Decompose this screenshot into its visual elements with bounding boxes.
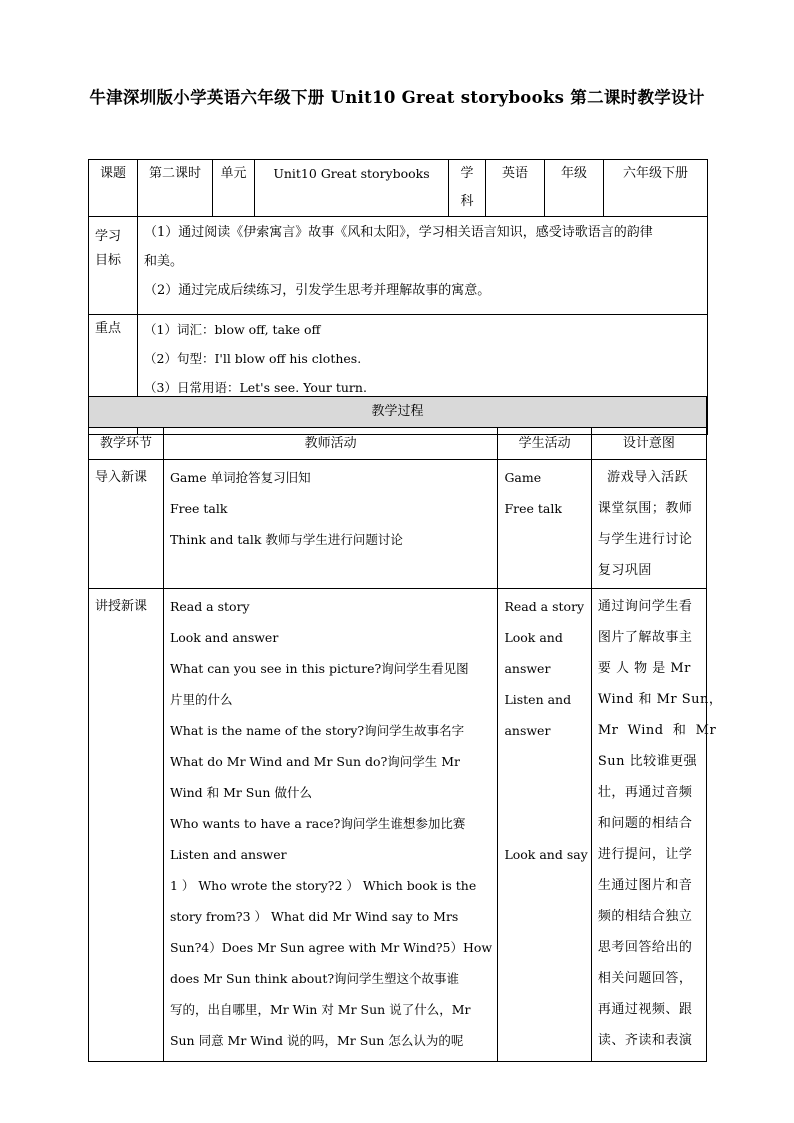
page-title: 牛津深圳版小学英语六年级下册 Unit10 Great storybooks 第二课时教学设计 [89, 88, 705, 107]
header-intent: 设计意图 [591, 428, 706, 460]
goals-row [89, 217, 708, 315]
process-banner-row [89, 397, 707, 428]
subject-value: 英语 [486, 160, 545, 217]
key-points-row [89, 315, 708, 405]
grade-label: 年级 [545, 160, 604, 217]
course-value: 第二课时 [138, 160, 213, 217]
goals-text: （1）通过阅读《伊索寓言》故事《风和太阳》，学习相关语言知识，感受诗歌语言的韵律 和美。 （2）通过完成后续练习，引发学生思考并理解故事的寓意。 [138, 217, 708, 315]
lesson-info-table [88, 159, 708, 435]
intro-teacher: Game 单词抢答复习旧知 Free talk Think and talk 教师与学生进行问题讨论 [163, 460, 498, 589]
new-lesson-row [89, 589, 707, 1062]
header-student: 学生活动 [498, 428, 591, 460]
new-student: Read a story Look and answer Listen and answer Look and say [498, 589, 591, 1062]
teaching-process-table [88, 396, 723, 1062]
intro-step: 导入新课 [89, 460, 164, 589]
header-step: 教学环节 [89, 428, 164, 460]
new-intent: 通过询问学生看 图片了解故事主 要 人 物 是 Mr Wind 和 Mr Sun， Mr Wind 和 Mr Sun 比较谁更强 壮，再通过音频 和问题的相结合 进行提问，让学 生通过图片和音 频的相结合独立 思考回答给出的 相关问题回答， 再通过视频、跟 读、齐读和表演 [591, 589, 706, 1062]
process-banner: 教学过程 [89, 397, 707, 428]
process-header-row [89, 428, 707, 460]
grade-value: 六年级下册 [604, 160, 708, 217]
key-points-label: 重点 [89, 315, 138, 405]
info-header-row [89, 160, 708, 217]
new-step: 讲授新课 [89, 589, 164, 1062]
subject-label: 学科 [449, 160, 486, 217]
intro-intent: 游戏导入活跃 课堂氛围；教师 与学生进行讨论 复习巩固 [591, 460, 706, 589]
intro-row [89, 460, 707, 589]
goals-label: 学习 目标 [89, 217, 138, 315]
unit-label: 单元 [213, 160, 255, 217]
new-teacher: Read a story Look and answer What can you see in this picture?询问学生看见图 片里的什么 What is the name of the story?询问学生故事名字 What do Mr Wind and Mr Sun do?询问学生 Mr Wind 和 Mr Sun 做什么 Who wants to have a race?询问学生谁想参加比赛 Listen and answer 1 ） Who wrote the story?2 ） Which book is the story from?3 ） What did Mr Wind say to Mrs Sun?4）Does Mr Sun agree with Mr Wind?5）How does Mr Sun think about?询问学生塑这个故事谁 写的，出自哪里，Mr Win 对 Mr Sun 说了什么，Mr Sun 同意 Mr Wind 说的吗，Mr Sun 怎么认为的呢 [163, 589, 498, 1062]
unit-value: Unit10 Great storybooks [255, 160, 449, 217]
header-teacher: 教师活动 [163, 428, 498, 460]
course-label: 课题 [89, 160, 138, 217]
intro-student: Game Free talk [498, 460, 591, 589]
key-points-text: （1）词汇：blow off, take off （2）句型：I'll blow off his clothes. （3）日常用语：Let's see. Your turn. [138, 315, 708, 405]
